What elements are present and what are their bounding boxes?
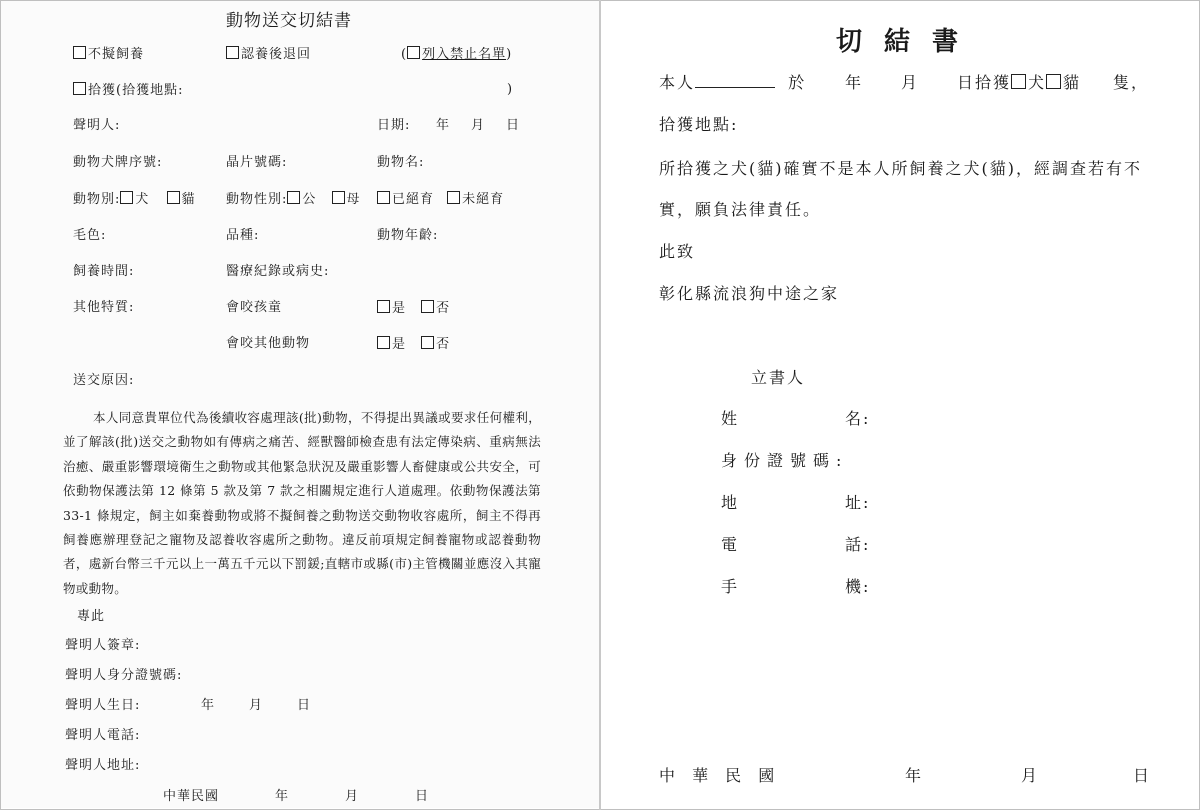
- coat-label: 毛色:: [73, 228, 107, 243]
- paren-open: (: [401, 47, 408, 62]
- right-roc-day: 日: [1133, 766, 1152, 785]
- animal-name-label: 動物名:: [377, 155, 425, 170]
- male-label: 公: [302, 192, 317, 207]
- bites-animals-label: 會咬其他動物: [226, 336, 311, 351]
- checkbox-yes[interactable]: [377, 336, 390, 349]
- birthday-month: 月: [249, 698, 264, 713]
- checkbox-no[interactable]: [421, 300, 434, 313]
- no-label: 否: [436, 301, 451, 316]
- date-year: 年: [436, 118, 451, 133]
- roc-year: 年: [275, 789, 290, 804]
- found-year: 年: [845, 73, 864, 92]
- signature-label: 聲明人簽章:: [65, 638, 141, 653]
- field-mobile-a: 手: [721, 577, 740, 596]
- option-not-keep[interactable]: [73, 46, 144, 63]
- phone-label: 聲明人電話:: [65, 728, 141, 743]
- option-label: 不擬飼養: [88, 47, 145, 62]
- right-roc-era: 中 華 民 國: [659, 766, 781, 785]
- neuter-row: [377, 191, 504, 208]
- yes-label: 是: [392, 301, 407, 316]
- field-phone-b: 話:: [845, 535, 871, 554]
- checkbox-no[interactable]: [421, 336, 434, 349]
- sex-label: 動物性別:: [226, 192, 288, 207]
- declarant-label: 聲明人:: [73, 118, 121, 133]
- checkbox-not-neutered[interactable]: [447, 191, 460, 204]
- agreement-paragraph: 本人同意貴單位代為後續收容處理該(批)動物，不得提出異議或要求任何權利，並了解該(批)送交之動物如有傳病之痛苦、經獸醫師檢查患有法定傳染病、重病無法治癒、嚴重影響環境衛生之動物或其他緊急狀況及嚴重影響人畜健康或公共安全，可依動物保護法第 12 條第 5 款及第 7 款之相關規定進行人道處理。依動物保護法第 33-1 條規定，飼主如棄養動物或將不擬飼養之動物送交動物收容處所，飼主不得再飼養應辦理登記之寵物及認養收容處所之動物。違反前項規定飼養寵物或認養動物者，處新台幣三千元以上一萬五千元以下罰鍰;直轄市或縣(市)主管機關並應沒入其寵物或動物。: [63, 410, 541, 596]
- neutered-label: 已絕育: [392, 192, 435, 207]
- prefix-text: 本人: [659, 73, 696, 92]
- recipient-text: 彰化縣流浪狗中途之家: [659, 284, 840, 303]
- checkbox[interactable]: [407, 46, 420, 59]
- option-label: 列入禁止名單: [422, 47, 507, 62]
- age-label: 動物年齡:: [377, 228, 439, 243]
- checkbox-cat[interactable]: [1046, 74, 1061, 89]
- birthday-day: 日: [297, 698, 312, 713]
- address-label: 聲明人地址:: [65, 758, 141, 773]
- statement-line-1: 所拾獲之犬(貓)確實不是本人所飼養之犬(貓)，經調查若有不: [659, 159, 1142, 178]
- right-form-title: 切結書: [836, 27, 981, 57]
- option-label: 認養後退回: [241, 47, 312, 62]
- yu-text: 於: [788, 73, 807, 92]
- checkbox-neutered[interactable]: [377, 191, 390, 204]
- option-return-after-adopt[interactable]: [226, 46, 311, 63]
- left-form-title: 動物送交切結書: [226, 11, 352, 31]
- found-month: 月: [901, 73, 920, 92]
- female-label: 母: [346, 192, 361, 207]
- bites-animals-options: [377, 336, 450, 353]
- date-label: 日期:: [377, 118, 411, 133]
- sex-row: [226, 191, 361, 208]
- checkbox[interactable]: [73, 46, 86, 59]
- field-id-label: 身份證號碼:: [721, 451, 849, 470]
- field-address-a: 地: [721, 493, 740, 512]
- location-label: 拾獲地點:: [659, 115, 739, 134]
- right-form-page: [601, 1, 1198, 808]
- species-label: 動物別:: [73, 192, 121, 207]
- keep-time-label: 飼養時間:: [73, 264, 135, 279]
- checkbox[interactable]: [226, 46, 239, 59]
- found-statement-line: [659, 73, 806, 93]
- closing-text: 專此: [77, 609, 106, 624]
- breed-label: 品種:: [226, 228, 260, 243]
- found-close-paren: ): [507, 82, 514, 97]
- roc-era: 中華民國: [163, 789, 220, 804]
- day-text: 日拾獲: [957, 73, 1012, 92]
- paren-close: ): [506, 47, 513, 62]
- cat-label: 貓: [181, 192, 196, 207]
- count-text: 隻，: [1113, 73, 1150, 92]
- bites-children-label: 會咬孩童: [226, 300, 283, 315]
- ci-zhi-text: 此致: [659, 242, 696, 261]
- found-label: 拾獲(拾獲地點:: [88, 83, 184, 98]
- id-no-label: 聲明人身分證號碼:: [65, 668, 183, 683]
- checkbox-cat[interactable]: [167, 191, 180, 204]
- checkbox-dog[interactable]: [1011, 74, 1026, 89]
- reason-label: 送交原因:: [73, 373, 135, 388]
- checkbox-dog[interactable]: [120, 191, 133, 204]
- name-blank[interactable]: [695, 73, 775, 88]
- checkbox-yes[interactable]: [377, 300, 390, 313]
- bites-children-options: [377, 300, 450, 317]
- field-name-a: 姓: [721, 409, 740, 428]
- field-address-b: 址:: [845, 493, 871, 512]
- right-roc-month: 月: [1021, 766, 1040, 785]
- left-form-page: [1, 1, 599, 808]
- right-roc-year: 年: [905, 766, 924, 785]
- chip-no-label: 晶片號碼:: [226, 155, 288, 170]
- birthday-label: 聲明人生日:: [65, 698, 141, 713]
- yes-label: 是: [392, 337, 407, 352]
- field-phone-a: 電: [721, 535, 740, 554]
- found-day-row: [957, 73, 1081, 93]
- species-row: [73, 191, 196, 208]
- date-month: 月: [471, 118, 486, 133]
- medical-label: 醫療紀錄或病史:: [226, 264, 330, 279]
- roc-month: 月: [345, 789, 360, 804]
- option-found[interactable]: [73, 82, 183, 99]
- statement-line-2: 實，願負法律責任。: [659, 200, 822, 219]
- signer-label: 立書人: [751, 368, 806, 387]
- checkbox-female[interactable]: [332, 191, 345, 204]
- roc-day: 日: [415, 789, 430, 804]
- traits-label: 其他特質:: [73, 300, 135, 315]
- cat-label: 貓: [1063, 73, 1082, 92]
- option-blacklist[interactable]: [401, 46, 512, 63]
- not-neutered-label: 未絕育: [462, 192, 505, 207]
- no-label: 否: [436, 337, 451, 352]
- date-day: 日: [506, 118, 521, 133]
- checkbox-male[interactable]: [287, 191, 300, 204]
- field-name-b: 名:: [845, 409, 871, 428]
- tag-no-label: 動物犬牌序號:: [73, 155, 163, 170]
- field-mobile-b: 機:: [845, 577, 871, 596]
- checkbox[interactable]: [73, 82, 86, 95]
- birthday-year: 年: [201, 698, 216, 713]
- dog-label: 犬: [1028, 73, 1047, 92]
- dog-label: 犬: [135, 192, 150, 207]
